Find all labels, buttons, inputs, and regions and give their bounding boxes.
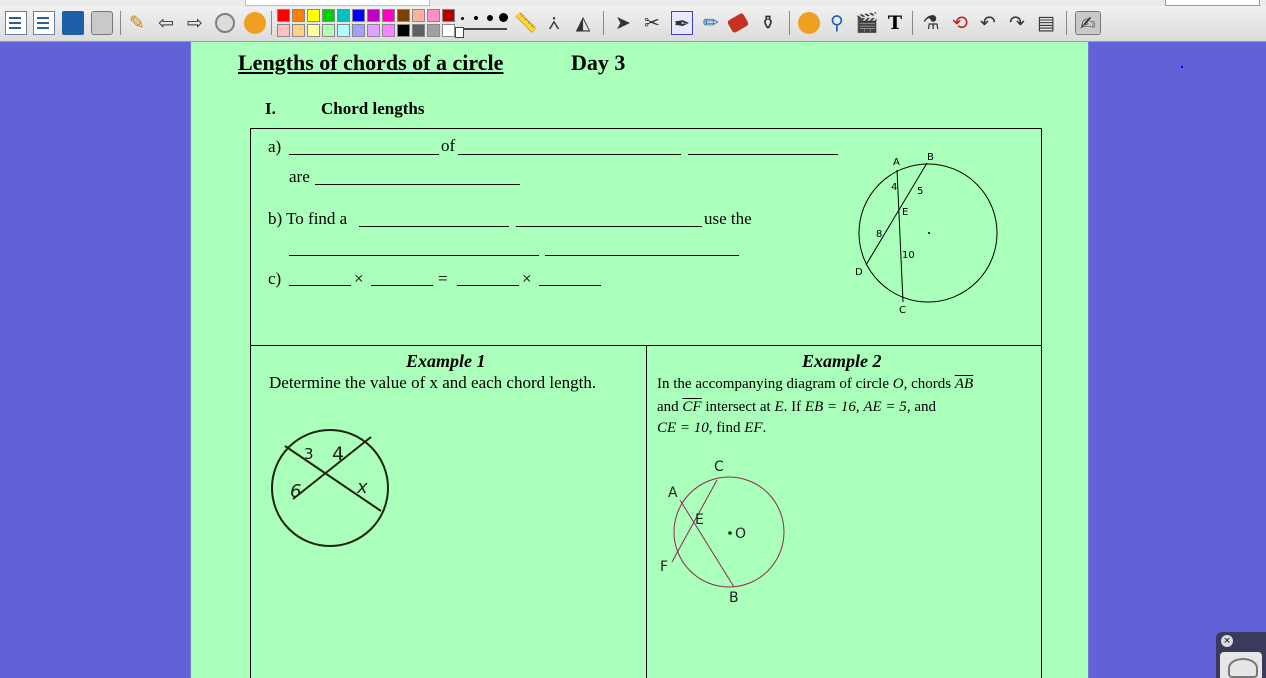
- example2-title: Example 2: [802, 351, 882, 371]
- blank-c1: [289, 285, 351, 286]
- highlighter-icon[interactable]: ✏: [703, 12, 719, 34]
- next-page-icon[interactable]: ⇨: [187, 12, 203, 34]
- blank-a4: [315, 184, 520, 185]
- example2-label-c: C: [714, 459, 724, 475]
- note-c-equals: =: [438, 269, 448, 288]
- color-swatch[interactable]: [397, 9, 410, 22]
- color-swatch[interactable]: [442, 9, 455, 22]
- pen-icon[interactable]: ✒: [671, 11, 693, 35]
- note-b-label: b) To find a: [268, 209, 348, 228]
- blank-b4: [545, 255, 739, 256]
- eyedropper-icon[interactable]: ⚲: [830, 12, 844, 34]
- example1-diagram: [271, 426, 391, 550]
- text-tool-icon[interactable]: T: [887, 12, 903, 34]
- color-swatch[interactable]: [367, 24, 380, 37]
- blank-c4: [539, 285, 601, 286]
- color-swatch[interactable]: [352, 24, 365, 37]
- example2-chord-ab: [680, 500, 734, 587]
- diagram-label-8: 8: [876, 229, 883, 240]
- fill-icon[interactable]: ⚱: [760, 12, 776, 34]
- diagram-label-c: C: [899, 305, 906, 316]
- section-number: I.: [265, 99, 276, 118]
- page-day: Day 3: [571, 50, 626, 75]
- magic-pen-icon[interactable]: ✎: [129, 12, 145, 34]
- tools-settings-icon[interactable]: [91, 11, 113, 35]
- example1-text: Determine the value of x and each chord length.: [269, 373, 597, 392]
- diagram-center-dot: [928, 232, 930, 234]
- pen-size-3-icon[interactable]: [487, 15, 493, 21]
- note-a-are: are: [289, 167, 310, 186]
- diagram-label-4: 4: [891, 182, 898, 193]
- blank-b1: [359, 226, 509, 227]
- color-swatch[interactable]: [307, 9, 320, 22]
- color-swatch[interactable]: [277, 9, 290, 22]
- media-icon[interactable]: 🎬: [855, 12, 879, 34]
- note-a-of: of: [441, 136, 456, 155]
- color-swatch[interactable]: [397, 24, 410, 37]
- diagram-label-d: D: [855, 267, 863, 278]
- signature-icon[interactable]: [62, 11, 84, 35]
- color-swatch[interactable]: [442, 24, 455, 37]
- recycle-bin-icon[interactable]: [1220, 652, 1262, 678]
- reset-icon[interactable]: ⟲: [952, 12, 968, 34]
- color-swatch[interactable]: [322, 24, 335, 37]
- diagram-label-10: 10: [902, 250, 915, 261]
- example2-line-1: In the accompanying diagram of circle O, chords $\overline{AB}$: [657, 376, 974, 392]
- play-icon[interactable]: [215, 13, 235, 33]
- blank-c3: [457, 285, 519, 286]
- example1-label-4: 4: [332, 443, 345, 465]
- diagram-label-a: A: [893, 157, 900, 168]
- diagram-label-5: 5: [917, 186, 924, 197]
- browser-icon[interactable]: [244, 12, 266, 34]
- shapes-icon[interactable]: [798, 12, 820, 34]
- shape-recognition-icon[interactable]: ◭: [575, 12, 591, 34]
- example2-label-o: O: [735, 526, 747, 542]
- chord-bd: [866, 163, 927, 265]
- example2-label-f: F: [660, 559, 669, 575]
- pen-size-slider-handle[interactable]: [455, 27, 464, 38]
- color-swatch[interactable]: [292, 9, 305, 22]
- undo-icon[interactable]: ↶: [980, 12, 996, 34]
- example2-center-dot: [728, 531, 732, 535]
- intersecting-chords-diagram: [847, 145, 1007, 315]
- example2-label-a: A: [668, 485, 678, 501]
- note-a-label: a): [268, 137, 282, 156]
- color-swatch[interactable]: [292, 24, 305, 37]
- color-swatch[interactable]: [337, 24, 350, 37]
- color-swatch[interactable]: [382, 9, 395, 22]
- page-field[interactable]: [1165, 0, 1260, 6]
- color-swatch[interactable]: [412, 24, 425, 37]
- floating-widget[interactable]: [1216, 632, 1266, 678]
- examples-divider: [646, 345, 647, 678]
- redo-icon[interactable]: ↷: [1009, 12, 1025, 34]
- note-c-times1: ×: [354, 269, 364, 288]
- notes-icon[interactable]: [33, 11, 55, 35]
- blank-a3: [688, 154, 838, 155]
- example2-label-e: E: [695, 512, 704, 528]
- worksheet-box: [250, 128, 1042, 678]
- select-arrow-icon[interactable]: ➤: [615, 12, 631, 34]
- pen-size-2-icon[interactable]: [474, 16, 478, 20]
- diagram-label-b: B: [927, 152, 934, 163]
- example1-label-3: 3: [304, 445, 314, 463]
- flipchart-page[interactable]: [190, 42, 1089, 678]
- diagram-label-e: E: [902, 207, 909, 218]
- close-icon[interactable]: ×: [1221, 635, 1233, 647]
- ruler-icon[interactable]: 📏: [514, 12, 538, 34]
- color-swatch[interactable]: [382, 24, 395, 37]
- color-swatch[interactable]: [412, 9, 425, 22]
- window-top-strip: [0, 0, 1266, 6]
- customize-toolbar-icon[interactable]: ✍: [1075, 11, 1101, 35]
- page-sorter-icon[interactable]: [5, 11, 27, 35]
- chord-ac: [897, 170, 903, 302]
- pen-size-4-icon[interactable]: [499, 13, 508, 22]
- color-swatch[interactable]: [427, 9, 440, 22]
- blank-b3: [289, 255, 539, 256]
- handwriting-icon[interactable]: ▤: [1037, 12, 1055, 34]
- blank-c2: [371, 285, 433, 286]
- eraser-icon[interactable]: [727, 12, 750, 33]
- compass-icon[interactable]: ⩑: [548, 12, 560, 34]
- example1-label-x: x: [357, 477, 368, 498]
- page-title: Lengths of chords of a circle: [238, 50, 504, 75]
- color-swatch[interactable]: [322, 9, 335, 22]
- example1-label-6: 6: [290, 481, 302, 502]
- beaker-icon[interactable]: ⚗: [922, 12, 940, 34]
- color-swatch[interactable]: [352, 9, 365, 22]
- stray-mark: [1181, 66, 1183, 68]
- example2-diagram: [659, 454, 784, 604]
- pen-size-1-icon[interactable]: [461, 17, 464, 20]
- note-b-use-the: use the: [704, 209, 752, 228]
- note-c-label: c): [268, 269, 282, 288]
- color-swatch[interactable]: [367, 9, 380, 22]
- blank-b2: [516, 226, 702, 227]
- example1-title: Example 1: [406, 351, 486, 371]
- toolbar: [0, 0, 1266, 42]
- color-swatch[interactable]: [427, 24, 440, 37]
- color-swatch[interactable]: [337, 9, 350, 22]
- note-c-times2: ×: [522, 269, 532, 288]
- example2-line-2: and $\overline{CF}$ intersect at E. If EB = 16, AE = 5, and: [657, 399, 936, 415]
- example2-line-3: CE = 10, find EF.: [657, 420, 767, 436]
- blank-a2: [458, 154, 681, 155]
- document-tab[interactable]: [245, 0, 430, 6]
- color-swatch[interactable]: [277, 24, 290, 37]
- blank-a1: [289, 154, 439, 155]
- previous-page-icon[interactable]: ⇦: [158, 12, 174, 34]
- example2-label-b: B: [729, 590, 739, 606]
- color-swatch[interactable]: [307, 24, 320, 37]
- section-title: Chord lengths: [321, 99, 425, 118]
- tools-icon[interactable]: ✂: [644, 12, 660, 34]
